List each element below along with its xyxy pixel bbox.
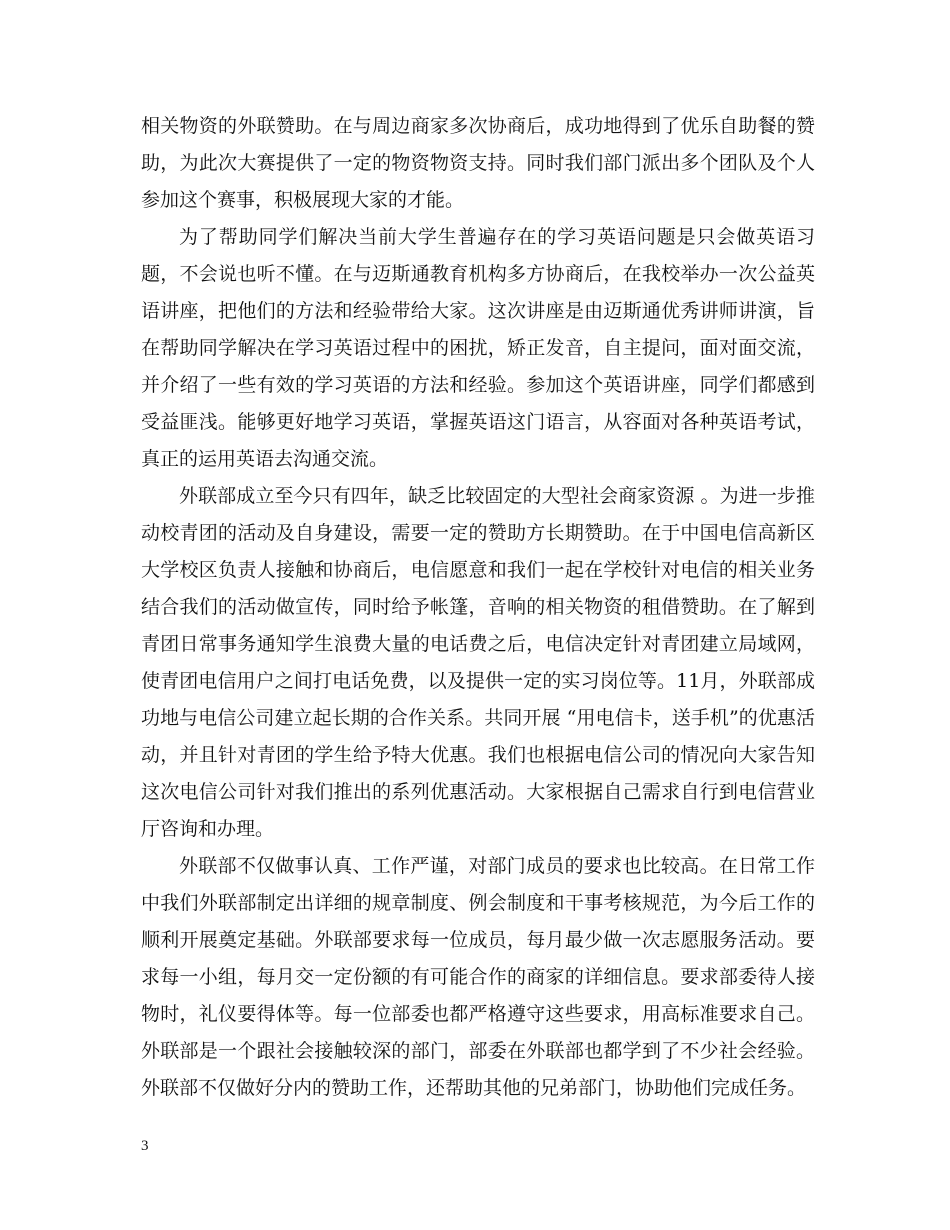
paragraph-continuation: 相关物资的外联赞助。在与周边商家多次协商后，成功地得到了优乐自助餐的赞助，为此次大赛提供了一定的物资物资支持。同时我们部门派出多个团队及个人参加这个赛事，积极展现大家的才能。: [141, 115, 815, 211]
paragraph-english-lecture: 为了帮助同学们解决当前大学生普遍存在的学习英语问题是只会做英语习题，不会说也听不懂。在与迈斯通教育机构多方协商后，在我校举办一次公益英语讲座，把他们的方法和经验带给大家。这次讲座是由迈斯通优秀讲师讲演，旨在帮助同学解决在学习英语过程中的困扰，矫正发音，自主提问，面对面交流，并介绍了一些有效的学习英语的方法和经验。参加这个英语讲座，同学们都感到受益匪浅。能够更好地学习英语，掌握英语这门语言，从容面对各种英语考试，真正的运用英语去沟通交流。: [141, 226, 815, 470]
document-body: [141, 108, 815, 1107]
paragraph-telecom-partnership: 外联部成立至今只有四年，缺乏比较固定的大型社会商家资源 。为进一步推动校青团的活动及自身建设，需要一定的赞助方长期赞助。在于中国电信高新区大学校区负责人接触和协商后，电信愿意和我们一起在学校针对电信的相关业务结合我们的活动做宣传，同时给予帐篷，音响的相关物资的租借赞助。在了解到青团日常事务通知学生浪费大量的电话费之后，电信决定针对青团建立局域网，使青团电信用户之间打电话免费，以及提供一定的实习岗位等。11月，外联部成功地与电信公司建立起长期的合作关系。共同开展 “用电信卡，送手机”的优惠活动，并且针对青团的学生给予特大优惠。我们也根据电信公司的情况向大家告知这次电信公司针对我们推出的系列优惠活动。大家根据自己需求自行到电信营业厅咨询和办理。: [141, 485, 815, 840]
page-number: 3: [141, 1138, 149, 1154]
paragraph-department-rules: 外联部不仅做事认真、工作严谨，对部门成员的要求也比较高。在日常工作中我们外联部制定出详细的规章制度、例会制度和干事考核规范，为今后工作的顺利开展奠定基础。外联部要求每一位成员，每月最少做一次志愿服务活动。要求每一小组，每月交一定份额的有可能合作的商家的详细信息。要求部委待人接物时，礼仪要得体等。每一位部委也都严格遵守这些要求，用高标准要求自己。外联部是一个跟社会接触较深的部门，部委在外联部也都学到了不少社会经验。外联部不仅做好分内的赞助工作，还帮助其他的兄弟部门，协助他们完成任务。: [141, 855, 815, 1099]
